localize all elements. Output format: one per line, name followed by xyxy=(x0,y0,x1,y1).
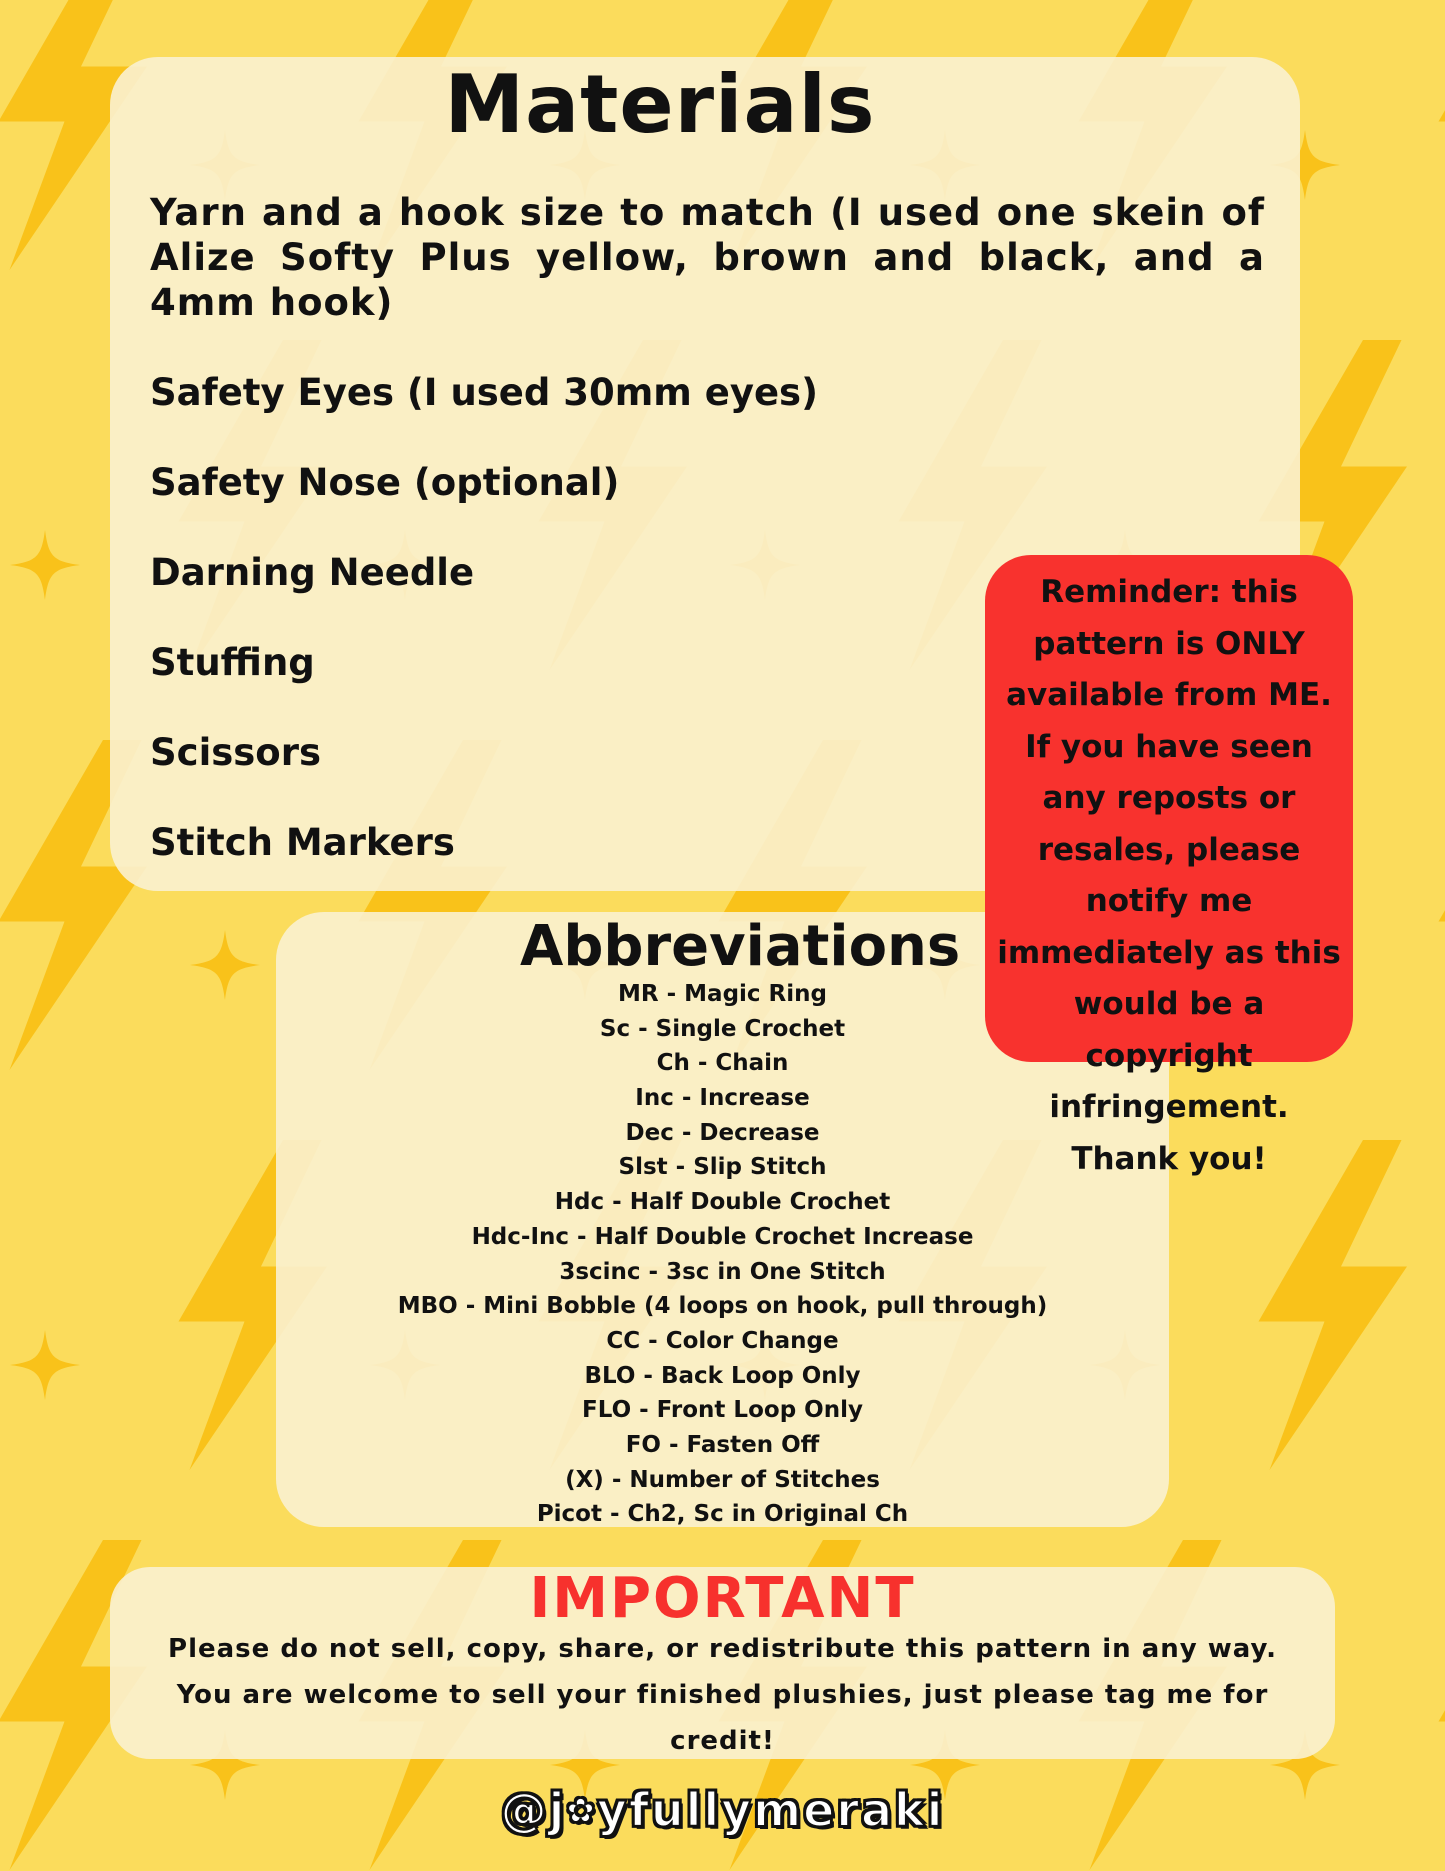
material-item: Safety Eyes (I used 30mm eyes) xyxy=(150,371,818,414)
material-item: Darning Needle xyxy=(150,551,475,594)
abbreviation-item: Ch - Chain xyxy=(656,1050,789,1077)
sparkle-icon xyxy=(10,1330,80,1400)
reminder-text: Reminder: this pattern is ONLY available from ME. If you have seen any reposts or resales, please notify me immediately as this would be a copyright infringement. Thank you! xyxy=(997,574,1341,1177)
social-handle xyxy=(0,1783,1445,1837)
lightning-bolt-icon xyxy=(1439,740,1445,1070)
reminder-box xyxy=(985,555,1353,1177)
handle-suffix: yfullymeraki xyxy=(596,1783,945,1837)
important-title: IMPORTANT xyxy=(529,1566,916,1631)
abbreviation-item: Hdc - Half Double Crochet xyxy=(554,1189,891,1216)
material-item: Stuffing xyxy=(150,641,315,684)
abbreviation-item: BLO - Back Loop Only xyxy=(584,1362,861,1389)
abbreviation-item: 3scinc - 3sc in One Stitch xyxy=(559,1258,886,1285)
abbreviations-title: Abbreviations xyxy=(520,914,961,979)
sparkle-icon xyxy=(190,930,260,1000)
material-item: Scissors xyxy=(150,731,321,774)
material-item: Stitch Markers xyxy=(150,821,455,864)
materials-intro: Yarn and a hook size to match (I used one skein of Alize Softy Plus yellow, brown and black, and a 4mm hook) xyxy=(150,191,1265,324)
important-line: Please do not sell, copy, share, or redistribute this pattern in any way. xyxy=(168,1634,1277,1664)
handle-prefix: @j xyxy=(500,1783,567,1837)
sparkle-icon xyxy=(10,530,80,600)
important-notice xyxy=(150,1626,1295,1764)
abbreviation-item: MR - Magic Ring xyxy=(618,981,827,1007)
lightning-bolt-icon xyxy=(1259,1140,1408,1470)
abbreviation-item: Hdc-Inc - Half Double Crochet Increase xyxy=(471,1223,974,1250)
abbreviation-item: CC - Color Change xyxy=(606,1327,839,1354)
lightning-bolt-icon xyxy=(1439,0,1445,270)
abbreviation-item: Slst - Slip Stitch xyxy=(618,1154,827,1181)
star-icon: ✿ xyxy=(566,1791,597,1831)
abbreviation-item: FO - Fasten Off xyxy=(625,1431,820,1458)
abbreviation-item: Picot - Ch2, Sc in Original Ch xyxy=(536,1501,909,1528)
abbreviation-item: (X) - Number of Stitches xyxy=(565,1466,880,1493)
materials-title: Materials xyxy=(444,58,876,151)
abbreviation-item: MBO - Mini Bobble (4 loops on hook, pull through) xyxy=(397,1293,1048,1320)
important-line: You are welcome to sell your finished plushies, just please tag me for credit! xyxy=(176,1680,1269,1756)
material-item: Safety Nose (optional) xyxy=(150,461,620,504)
abbreviation-item: Dec - Decrease xyxy=(625,1119,820,1146)
abbreviation-item: FLO - Front Loop Only xyxy=(582,1397,863,1424)
abbreviation-item: Inc - Increase xyxy=(635,1085,810,1112)
materials-list xyxy=(150,370,818,910)
abbreviation-item: Sc - Single Crochet xyxy=(599,1015,846,1042)
